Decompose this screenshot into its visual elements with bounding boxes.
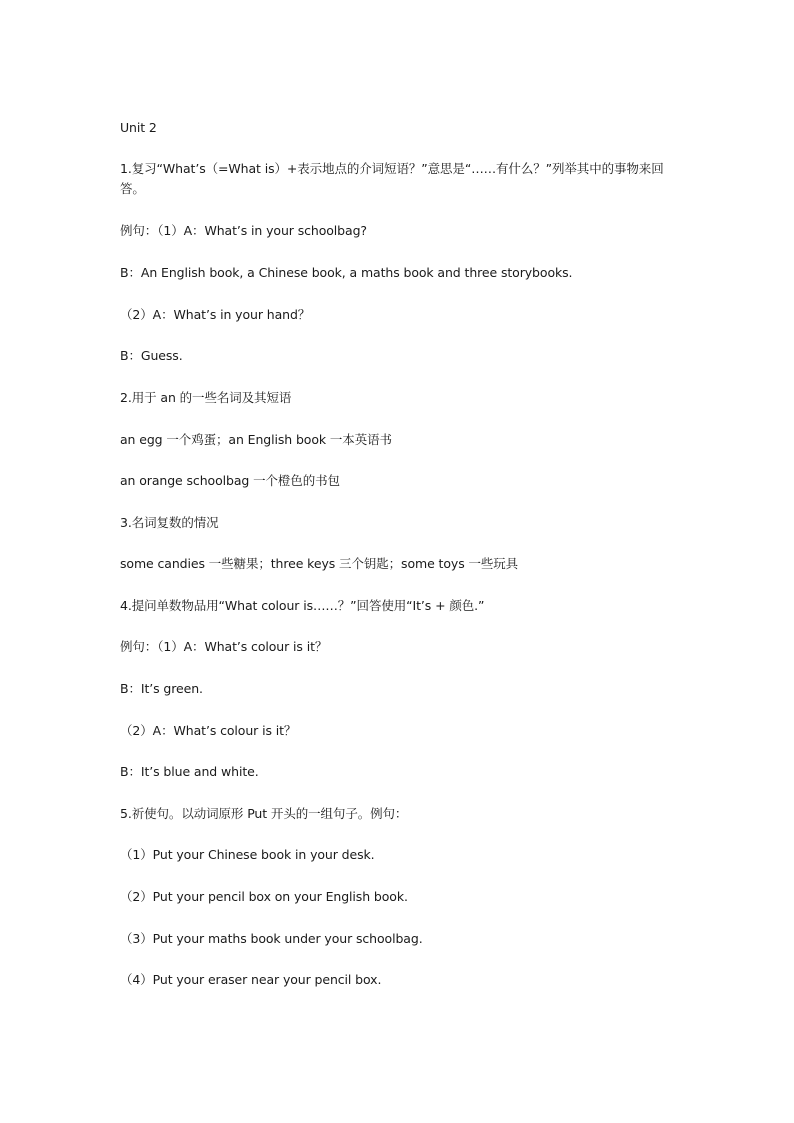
an-phrases-line-1: an egg 一个鸡蛋；an English book 一本英语书 bbox=[120, 432, 392, 447]
plural-examples: some candies 一些糖果；three keys 三个钥匙；some toys 一些玩具 bbox=[120, 556, 519, 571]
colour-example-1-answer: B：It’s green. bbox=[120, 681, 203, 696]
imperative-example-2: （2）Put your pencil box on your English book. bbox=[120, 889, 408, 904]
document-title: Unit 2 bbox=[120, 120, 157, 135]
point-3-heading: 3.名词复数的情况 bbox=[120, 515, 219, 530]
example-2-answer: B：Guess. bbox=[120, 348, 183, 363]
example-1-answer: B：An English book, a Chinese book, a maths book and three storybooks. bbox=[120, 265, 573, 280]
example-1-question: 例句：（1）A：What’s in your schoolbag? bbox=[120, 223, 367, 238]
colour-example-1-question: 例句：（1）A：What’s colour is it？ bbox=[120, 639, 328, 654]
point-2-heading: 2.用于 an 的一些名词及其短语 bbox=[120, 390, 292, 405]
point-4-heading: 4.提问单数物品用“What colour is……？”回答使用“It’s + 颜色.” bbox=[120, 598, 485, 613]
point-5-heading: 5.祈使句。以动词原形 Put 开头的一组句子。例句： bbox=[120, 806, 408, 821]
colour-example-2-answer: B：It’s blue and white. bbox=[120, 764, 259, 779]
point-1-heading: 1.复习“What’s（=What is）+表示地点的介词短语？”意思是“……有什么？”列举其中的事物来回答。 bbox=[120, 161, 664, 196]
an-phrases-line-2: an orange schoolbag 一个橙色的书包 bbox=[120, 473, 340, 488]
example-2-question: （2）A：What’s in your hand？ bbox=[120, 307, 311, 322]
document-page bbox=[120, 0, 680, 1123]
colour-example-2-question: （2）A：What’s colour is it？ bbox=[120, 723, 297, 738]
imperative-example-1: （1）Put your Chinese book in your desk. bbox=[120, 847, 375, 862]
imperative-example-3: （3）Put your maths book under your schoolbag. bbox=[120, 931, 423, 946]
imperative-example-4: （4）Put your eraser near your pencil box. bbox=[120, 972, 382, 987]
